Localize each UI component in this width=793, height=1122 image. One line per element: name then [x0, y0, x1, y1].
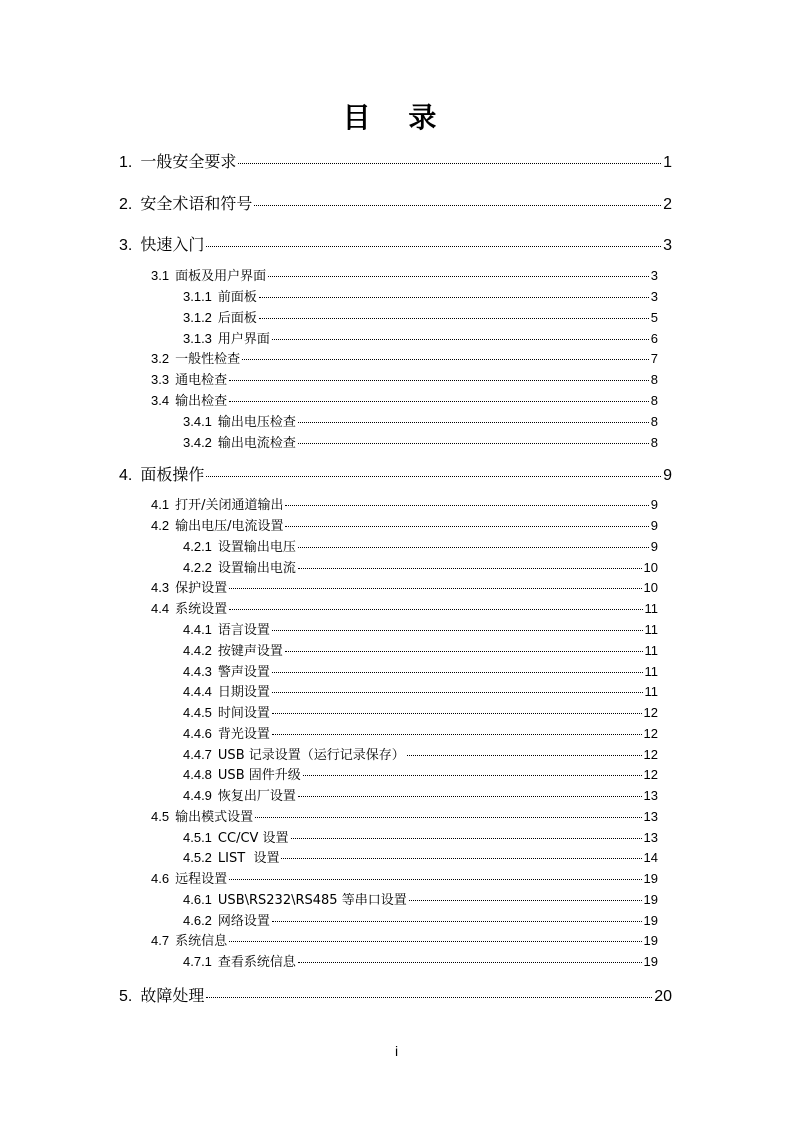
toc-entry-text: 系统设置 [175, 602, 228, 617]
toc-entry-text: 输出电压/电流设置 [175, 519, 284, 534]
toc-entry-number: 4.4.4 [183, 684, 212, 699]
toc-entry-label [183, 785, 296, 804]
toc-entry-number: 4.7 [151, 933, 170, 948]
toc-entry[interactable] [183, 744, 658, 763]
toc-entry-page: 9 [650, 518, 658, 533]
toc-entry-text: 设置输出电流 [217, 561, 296, 576]
toc-entry-label [151, 494, 283, 513]
dot-leader [407, 755, 642, 756]
dot-leader [298, 547, 649, 548]
toc-entry-text: 时间设置 [217, 706, 270, 721]
toc-entry-label [183, 411, 296, 430]
dot-leader [298, 796, 642, 797]
toc-entry-label [183, 889, 407, 908]
toc-entry[interactable] [183, 536, 658, 555]
toc-entry-label [151, 515, 283, 534]
toc-entry-number: 3.1.1 [183, 289, 212, 304]
toc-entry-label [183, 536, 296, 555]
toc-entry-label [119, 462, 204, 485]
toc-entry-label [119, 191, 252, 214]
toc-entry-page: 2 [663, 196, 672, 213]
toc-entry-text: USB\RS232\RS485 等串口设置 [217, 893, 407, 908]
toc-entry-text: 故障处理 [140, 986, 205, 1005]
dot-leader [272, 921, 642, 922]
dot-leader [285, 526, 648, 527]
toc-entry-label [183, 557, 296, 576]
toc-entry-text: 面板操作 [140, 465, 205, 484]
toc-entry-page: 11 [644, 664, 658, 679]
toc-entry-label [183, 702, 270, 721]
dot-leader [272, 692, 643, 693]
toc-entry-label [151, 390, 227, 409]
toc-entry[interactable] [151, 930, 658, 949]
toc-entry-number: 3.3 [151, 372, 170, 387]
page-title: 目 录 [342, 101, 451, 134]
toc-entry-text: LIST 设置 [217, 851, 280, 866]
toc-entry-label [151, 868, 227, 887]
toc-entry-text: CC/CV 设置 [217, 831, 289, 846]
dot-leader [229, 941, 641, 942]
toc-entry-page: 20 [654, 988, 672, 1005]
dot-leader [206, 246, 661, 247]
toc-entry-text: 保护设置 [175, 581, 228, 596]
toc-entry-page: 12 [643, 726, 658, 741]
toc-entry[interactable] [183, 951, 658, 970]
toc-entry-page: 19 [643, 892, 658, 907]
toc-entry[interactable] [183, 661, 658, 680]
toc-entry-text: 输出电流检查 [217, 436, 296, 451]
toc-entry-label [119, 983, 204, 1006]
toc-entry-number: 4.6.1 [183, 892, 212, 907]
toc-entry-text: 按键声设置 [217, 644, 283, 659]
toc-entry[interactable] [151, 494, 658, 513]
toc-entry-text: 系统信息 [175, 934, 228, 949]
toc-entry-text: 语言设置 [217, 623, 270, 638]
dot-leader [285, 505, 648, 506]
toc-entry-page: 10 [643, 580, 658, 595]
toc-entry[interactable] [119, 232, 672, 255]
toc-entry[interactable] [183, 411, 658, 430]
toc-entry-number: 3.4.2 [183, 435, 212, 450]
toc-entry-number: 5. [119, 988, 133, 1005]
toc-entry-text: 设置输出电压 [217, 540, 296, 555]
toc-entry-number: 3.1.3 [183, 331, 212, 346]
toc-entry[interactable] [183, 307, 658, 326]
dot-leader [281, 858, 641, 859]
dot-leader [259, 297, 649, 298]
toc-entry[interactable] [183, 723, 658, 742]
toc-entry-number: 4.6.2 [183, 913, 212, 928]
toc-entry-label [183, 847, 279, 866]
toc-entry-number: 4.4.5 [183, 705, 212, 720]
toc-entry-label [183, 640, 283, 659]
toc-entry[interactable] [183, 889, 658, 908]
toc-entry-number: 3.4 [151, 393, 170, 408]
toc-entry[interactable] [151, 265, 658, 284]
toc-entry-number: 4.5.2 [183, 850, 212, 865]
toc-entry-label [183, 951, 296, 970]
toc-entry-number: 4.4.2 [183, 643, 212, 658]
dot-leader [291, 838, 642, 839]
toc-entry-text: 通电检查 [175, 373, 228, 388]
toc-entry-number: 4. [119, 467, 133, 484]
toc-entry-label [183, 619, 270, 638]
dot-leader [298, 422, 649, 423]
toc-entry-page: 8 [650, 393, 658, 408]
toc-entry-number: 4.1 [151, 497, 170, 512]
toc-entry-number: 3.1.2 [183, 310, 212, 325]
toc-entry-label [183, 328, 270, 347]
toc-entry-text: 输出检查 [175, 394, 228, 409]
toc-entry-number: 3.4.1 [183, 414, 212, 429]
toc-entry[interactable] [151, 598, 658, 617]
toc-entry-label [183, 744, 405, 763]
toc-entry[interactable] [151, 390, 658, 409]
toc-entry-number: 4.5 [151, 809, 170, 824]
toc-entry[interactable] [183, 557, 658, 576]
toc-entry-page: 11 [644, 643, 658, 658]
toc-entry-text: 背光设置 [217, 727, 270, 742]
toc-entry[interactable] [183, 910, 658, 929]
toc-entry-number: 4.4.6 [183, 726, 212, 741]
dot-leader [259, 318, 649, 319]
toc-entry[interactable] [151, 348, 658, 367]
toc-entry-text: 打开/关闭通道输出 [175, 498, 284, 513]
toc-entry-text: 前面板 [217, 290, 257, 305]
toc-entry-label [183, 723, 270, 742]
dot-leader [206, 476, 661, 477]
toc-entry-label [183, 764, 301, 783]
toc-entry[interactable] [183, 764, 658, 783]
toc-entry-page: 13 [643, 809, 658, 824]
toc-entry-text: 后面板 [217, 311, 257, 326]
toc-entry-label [183, 827, 289, 846]
toc-entry-label [183, 286, 257, 305]
toc-entry-page: 5 [650, 310, 658, 325]
toc-entry[interactable] [183, 286, 658, 305]
toc-entry-number: 1. [119, 154, 133, 171]
toc-entry[interactable] [183, 827, 658, 846]
toc-entry-text: 日期设置 [217, 685, 270, 700]
toc-entry-page: 8 [650, 414, 658, 429]
dot-leader [409, 900, 642, 901]
toc-entry-page: 13 [643, 830, 658, 845]
dot-leader [272, 734, 642, 735]
dot-leader [272, 339, 649, 340]
toc-entry-label [151, 806, 253, 825]
toc-entry[interactable] [183, 432, 658, 451]
toc-entry-page: 7 [650, 351, 658, 366]
toc-entry-label [151, 348, 240, 367]
toc-entry-page: 11 [644, 622, 658, 637]
toc-entry-text: USB 记录设置（运行记录保存） [217, 748, 405, 763]
toc-entry-page: 11 [644, 601, 658, 616]
toc-entry-page: 3 [663, 237, 672, 254]
toc-entry-number: 4.2 [151, 518, 170, 533]
toc-entry-text: 恢复出厂设置 [217, 789, 296, 804]
dot-leader [229, 879, 641, 880]
dot-leader [272, 630, 643, 631]
toc-entry-number: 4.4 [151, 601, 170, 616]
toc-entry-number: 4.5.1 [183, 830, 212, 845]
toc-entry[interactable] [183, 681, 658, 700]
toc-entry-text: 一般安全要求 [140, 152, 237, 171]
toc-entry[interactable] [119, 149, 672, 172]
toc-entry[interactable] [151, 577, 658, 596]
toc-entry[interactable] [183, 702, 658, 721]
toc-entry[interactable] [183, 619, 658, 638]
toc-entry-page: 9 [663, 467, 672, 484]
toc-entry[interactable] [151, 515, 658, 534]
toc-entry-number: 4.6 [151, 871, 170, 886]
dot-leader [298, 568, 642, 569]
toc-entry-text: 网络设置 [217, 914, 270, 929]
toc-entry-page: 19 [643, 913, 658, 928]
toc-entry-label [151, 369, 227, 388]
toc-entry-label [119, 149, 236, 172]
toc-entry-text: 快速入门 [140, 235, 205, 254]
toc-entry-number: 4.4.9 [183, 788, 212, 803]
toc-entry-number: 4.4.1 [183, 622, 212, 637]
dot-leader [206, 997, 652, 998]
toc-entry[interactable] [119, 983, 672, 1006]
toc-entry-text: 远程设置 [175, 872, 228, 887]
toc-entry-text: USB 固件升级 [217, 768, 301, 783]
toc-entry-page: 14 [643, 850, 658, 865]
dot-leader [303, 775, 642, 776]
page-number: i [394, 1043, 399, 1059]
toc-entry[interactable] [151, 806, 658, 825]
toc-entry-text: 输出模式设置 [175, 810, 254, 825]
toc-entry-label [119, 232, 204, 255]
toc-entry[interactable] [183, 640, 658, 659]
toc-entry[interactable] [151, 369, 658, 388]
toc-entry[interactable] [119, 462, 672, 485]
toc-entry-number: 4.7.1 [183, 954, 212, 969]
dot-leader [254, 205, 661, 206]
dot-leader [272, 713, 642, 714]
toc-entry-number: 4.4.7 [183, 747, 212, 762]
toc-entry-number: 4.4.8 [183, 767, 212, 782]
toc-entry-page: 3 [650, 289, 658, 304]
toc-entry-label [151, 577, 227, 596]
toc-entry-number: 4.2.2 [183, 560, 212, 575]
toc-entry-page: 13 [643, 788, 658, 803]
toc-entry-number: 2. [119, 196, 133, 213]
dot-leader [285, 651, 643, 652]
toc-entry-number: 3. [119, 237, 133, 254]
toc-entry-page: 19 [643, 871, 658, 886]
toc-entry-number: 4.2.1 [183, 539, 212, 554]
toc-entry-label [151, 265, 266, 284]
toc-entry-page: 12 [643, 705, 658, 720]
dot-leader [238, 163, 661, 164]
toc-entry-page: 3 [650, 268, 658, 283]
toc-entry-number: 4.4.3 [183, 664, 212, 679]
toc-entry-page: 8 [650, 435, 658, 450]
toc-entry[interactable] [119, 191, 672, 214]
toc-entry-label [183, 432, 296, 451]
toc-entry-label [183, 307, 257, 326]
toc-entry-number: 4.3 [151, 580, 170, 595]
toc-entry[interactable] [151, 868, 658, 887]
toc-entry-page: 19 [643, 954, 658, 969]
toc-entry-text: 用户界面 [217, 332, 270, 347]
dot-leader [255, 817, 641, 818]
toc-entry-page: 9 [650, 539, 658, 554]
toc-entry-text: 输出电压检查 [217, 415, 296, 430]
toc-entry-label [151, 930, 227, 949]
dot-leader [229, 380, 649, 381]
toc-entry-page: 6 [650, 331, 658, 346]
toc-entry-number: 3.1 [151, 268, 170, 283]
toc-entry-label [183, 661, 270, 680]
dot-leader [268, 276, 649, 277]
toc-entry-page: 12 [643, 747, 658, 762]
toc-entry-page: 9 [650, 497, 658, 512]
toc-entry-label [183, 681, 270, 700]
toc-entry-label [151, 598, 227, 617]
toc-entry[interactable] [183, 847, 658, 866]
dot-leader [298, 443, 649, 444]
toc-entry-page: 10 [643, 560, 658, 575]
toc-entry-page: 1 [663, 154, 672, 171]
toc-entry[interactable] [183, 328, 658, 347]
toc-entry-text: 面板及用户界面 [175, 269, 267, 284]
dot-leader [298, 962, 642, 963]
toc-entry-page: 12 [643, 767, 658, 782]
toc-entry-text: 一般性检查 [175, 352, 241, 367]
toc-entry-page: 19 [643, 933, 658, 948]
toc-entry[interactable] [183, 785, 658, 804]
toc-entry-page: 8 [650, 372, 658, 387]
toc-entry-label [183, 910, 270, 929]
dot-leader [229, 588, 641, 589]
dot-leader [242, 359, 649, 360]
toc-entry-text: 警声设置 [217, 665, 270, 680]
toc-entry-page: 11 [644, 684, 658, 699]
dot-leader [229, 401, 649, 402]
toc-entry-text: 查看系统信息 [217, 955, 296, 970]
toc-entry-number: 3.2 [151, 351, 170, 366]
dot-leader [229, 609, 642, 610]
toc-entry-text: 安全术语和符号 [140, 194, 253, 213]
dot-leader [272, 672, 643, 673]
